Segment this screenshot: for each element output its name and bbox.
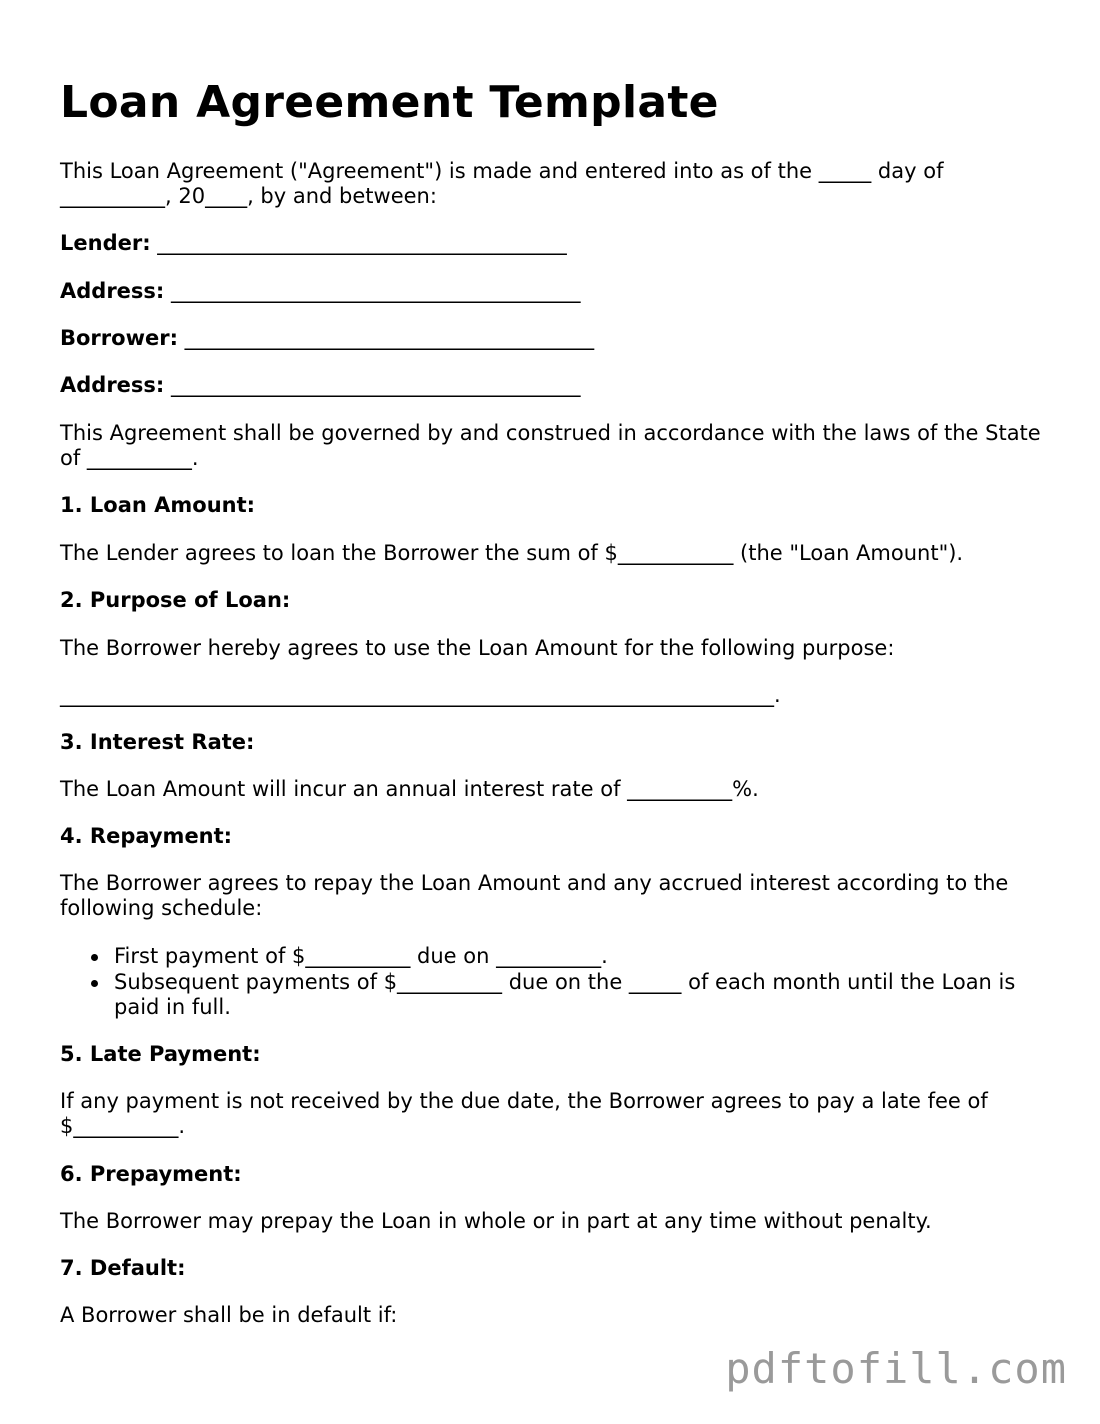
- section-heading-purpose: 2. Purpose of Loan:: [60, 588, 291, 612]
- borrower-line: [60, 326, 1050, 351]
- section-heading-repayment: 4. Repayment:: [60, 824, 233, 848]
- watermark: pdftofill.com: [725, 1344, 1067, 1393]
- lender-label: Lender:: [60, 231, 151, 255]
- section-text-loan-amount: The Lender agrees to loan the Borrower the sum of $___________ (the "Loan Amount").: [60, 541, 964, 565]
- section-heading-prepayment: 6. Prepayment:: [60, 1162, 242, 1186]
- lender-blank: _______________________________________: [157, 231, 567, 255]
- section-text-prepayment: The Borrower may prepay the Loan in whole or in part at any time without penalty.: [60, 1209, 932, 1233]
- section-heading-late-payment: 5. Late Payment:: [60, 1042, 261, 1066]
- section-text-late-payment: If any payment is not received by the due date, the Borrower agrees to pay a late fee of $__________.: [60, 1089, 988, 1138]
- section-text-default: A Borrower shall be in default if:: [60, 1303, 398, 1327]
- lender-line: [60, 231, 1050, 256]
- borrower-blank: _______________________________________: [184, 326, 595, 350]
- list-item: First payment of $__________ due on __________.: [60, 944, 1050, 969]
- borrower-label: Borrower:: [60, 326, 178, 350]
- borrower-address-blank: _______________________________________: [171, 373, 581, 397]
- intro-paragraph: This Loan Agreement ("Agreement") is made and entered into as of the _____ day of __________, 20____, by and between:: [60, 159, 944, 208]
- section-text-repayment: The Borrower agrees to repay the Loan Amount and any accrued interest according to the following schedule:: [60, 871, 1009, 920]
- section-text-interest: The Loan Amount will incur an annual interest rate of __________%.: [60, 777, 759, 801]
- lender-address-blank: _______________________________________: [171, 279, 581, 303]
- section-heading-loan-amount: 1. Loan Amount:: [60, 493, 256, 517]
- section-heading-default: 7. Default:: [60, 1256, 186, 1280]
- purpose-blank-line: ____________________________________________________________________.: [60, 683, 781, 707]
- lender-address-line: [60, 279, 1050, 304]
- borrower-address-line: [60, 373, 1050, 398]
- borrower-address-label: Address:: [60, 373, 165, 397]
- document-title: Loan Agreement Template: [60, 77, 719, 128]
- governing-law-paragraph: This Agreement shall be governed by and construed in accordance with the laws of the State of __________.: [60, 421, 1041, 470]
- list-item: Subsequent payments of $__________ due on the _____ of each month until the Loan is paid in full.: [60, 970, 1050, 1020]
- section-text-purpose: The Borrower hereby agrees to use the Loan Amount for the following purpose:: [60, 636, 895, 660]
- lender-address-label: Address:: [60, 279, 165, 303]
- section-heading-interest: 3. Interest Rate:: [60, 730, 255, 754]
- repayment-schedule-list: [60, 944, 1050, 1021]
